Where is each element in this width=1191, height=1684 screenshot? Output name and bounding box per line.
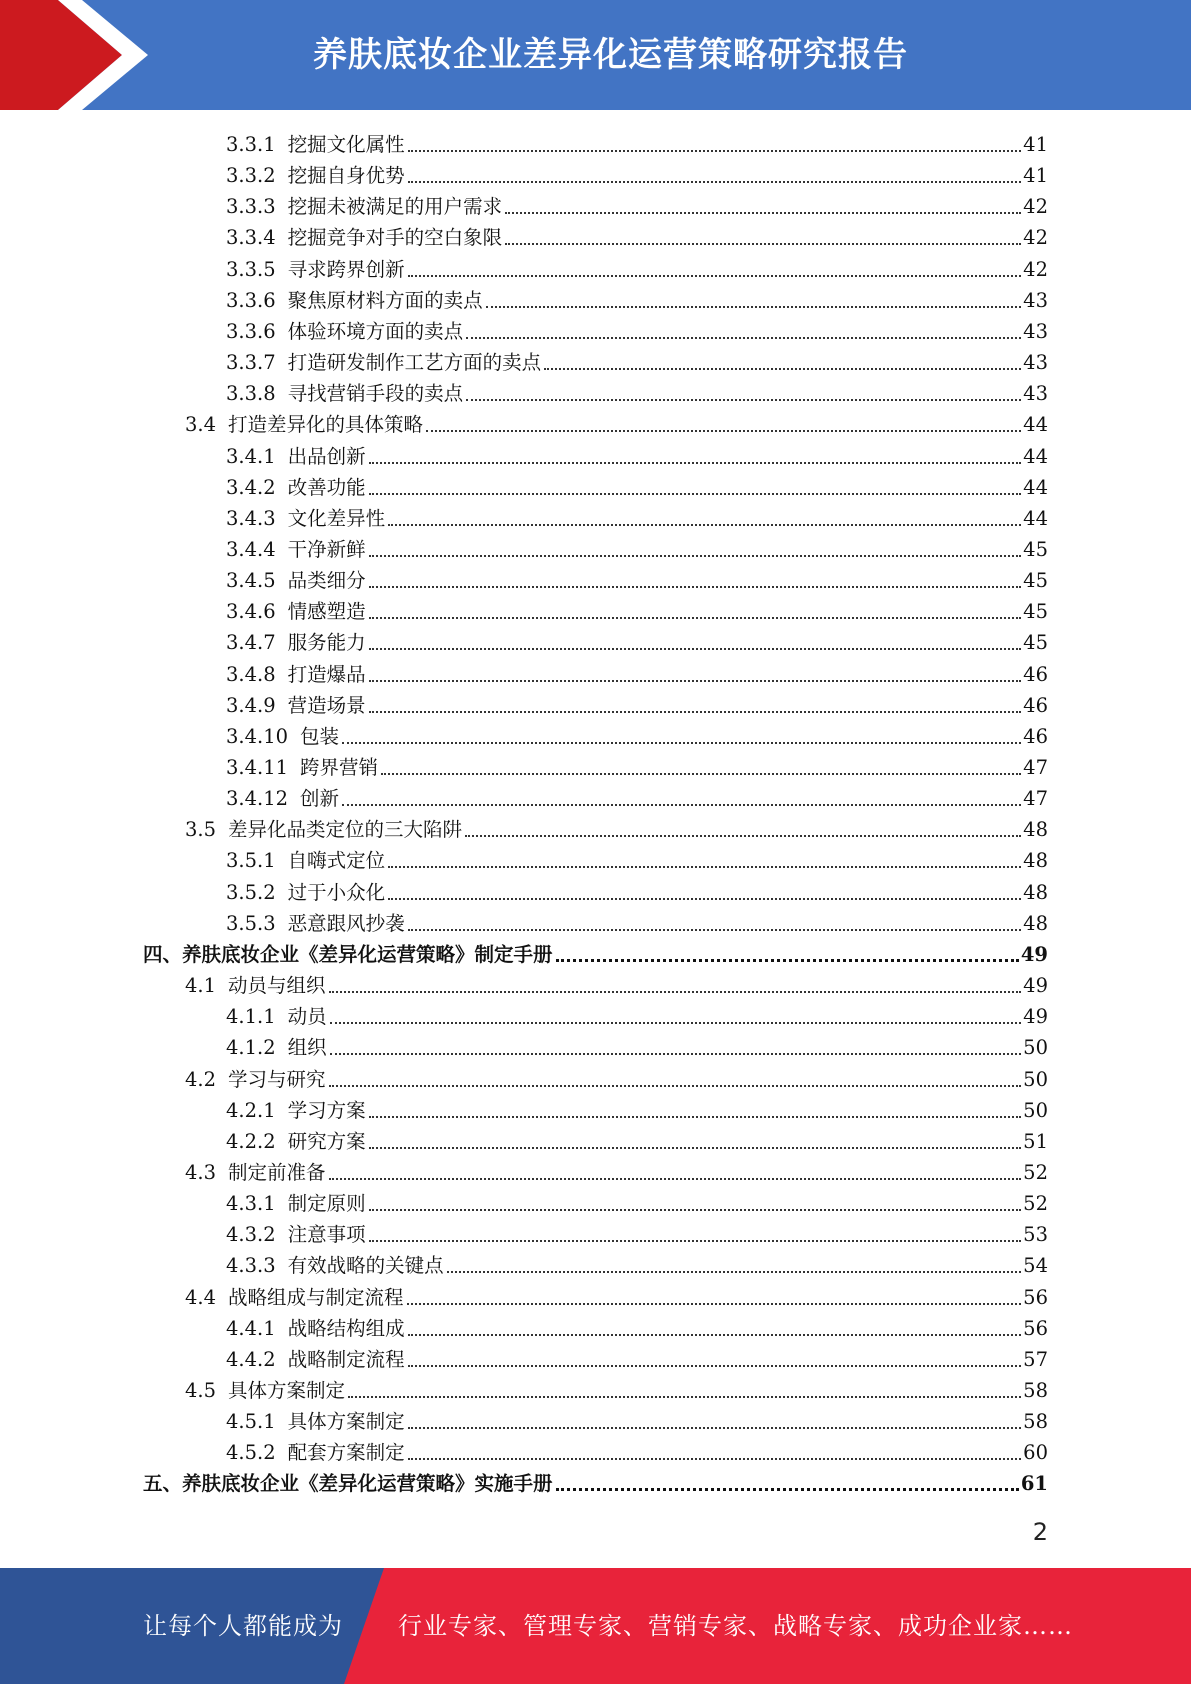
toc-entry-number: 3.5.2 bbox=[226, 880, 276, 904]
toc-dot-leader bbox=[369, 711, 1022, 713]
toc-entry-label bbox=[226, 880, 385, 906]
toc-dot-leader bbox=[466, 337, 1021, 339]
toc-entry-title: 寻找营销手段的卖点 bbox=[287, 382, 464, 406]
toc-entry[interactable] bbox=[226, 875, 1048, 906]
toc-entry-title: 五、养肤底妆企业《差异化运营策略》实施手册 bbox=[143, 1472, 553, 1496]
toc-entry[interactable] bbox=[226, 1248, 1048, 1279]
toc-entry-label bbox=[226, 755, 378, 781]
toc-entry-label bbox=[226, 911, 405, 937]
toc-entry-number: 4.3.3 bbox=[226, 1254, 276, 1278]
page-header bbox=[0, 0, 1191, 110]
toc-entry-label bbox=[226, 1191, 366, 1217]
toc-dot-leader bbox=[329, 991, 1022, 993]
toc-entry-page: 41 bbox=[1023, 164, 1048, 188]
toc-dot-leader bbox=[342, 742, 1021, 744]
toc-entry[interactable] bbox=[226, 158, 1048, 189]
toc-dot-leader bbox=[369, 1147, 1022, 1149]
toc-entry-title: 包装 bbox=[300, 724, 340, 748]
toc-entry-page: 49 bbox=[1023, 974, 1048, 998]
toc-entry-number: 4.3 bbox=[185, 1160, 217, 1184]
toc-entry-title: 具体方案制定 bbox=[228, 1379, 346, 1402]
toc-dot-leader bbox=[556, 1488, 1019, 1491]
toc-entry-page: 53 bbox=[1023, 1223, 1048, 1247]
toc-entry[interactable] bbox=[226, 439, 1048, 470]
toc-entry-title: 配套方案制定 bbox=[287, 1441, 405, 1465]
toc-dot-leader bbox=[381, 773, 1021, 775]
toc-entry-label bbox=[185, 1160, 326, 1186]
toc-entry-title: 创新 bbox=[300, 787, 340, 811]
toc-entry-number: 3.3.8 bbox=[226, 382, 276, 406]
toc-entry-number: 3.4.3 bbox=[226, 506, 276, 530]
toc-entry[interactable] bbox=[226, 1435, 1048, 1466]
toc-entry-title: 挖掘未被满足的用户需求 bbox=[287, 195, 503, 219]
toc-entry-page: 52 bbox=[1023, 1192, 1048, 1216]
toc-entry-title: 动员与组织 bbox=[228, 974, 326, 998]
toc-entry[interactable] bbox=[143, 1466, 1048, 1497]
toc-entry-title: 干净新鲜 bbox=[287, 537, 366, 561]
toc-entry-label bbox=[185, 817, 462, 843]
toc-entry-number: 4.2.2 bbox=[226, 1129, 276, 1153]
toc-entry[interactable] bbox=[226, 532, 1048, 563]
toc-entry-label bbox=[226, 288, 483, 314]
toc-entry-label bbox=[226, 568, 366, 594]
toc-entry-number: 3.5.1 bbox=[226, 849, 276, 873]
toc-entry[interactable] bbox=[226, 999, 1048, 1030]
toc-dot-leader bbox=[408, 275, 1022, 277]
toc-entry[interactable] bbox=[185, 407, 1048, 438]
toc-entry[interactable] bbox=[226, 1311, 1048, 1342]
toc-entry[interactable] bbox=[226, 345, 1048, 376]
toc-entry[interactable] bbox=[226, 594, 1048, 625]
toc-dot-leader bbox=[369, 1240, 1022, 1242]
toc-entry-page: 50 bbox=[1023, 1067, 1048, 1091]
page-number: 2 bbox=[1032, 1518, 1048, 1546]
toc-entry-title: 战略结构组成 bbox=[287, 1316, 405, 1340]
toc-entry-page: 44 bbox=[1023, 444, 1048, 468]
toc-entry-title: 打造爆品 bbox=[287, 662, 366, 686]
toc-entry-number: 3.3.3 bbox=[226, 195, 276, 219]
toc-entry[interactable] bbox=[226, 1093, 1048, 1124]
toc-entry[interactable] bbox=[185, 1155, 1048, 1186]
toc-entry-label bbox=[226, 630, 366, 656]
toc-entry-label bbox=[226, 350, 541, 376]
toc-dot-leader bbox=[408, 150, 1022, 152]
toc-dot-leader bbox=[407, 1303, 1022, 1305]
toc-entry-number: 4.1 bbox=[185, 974, 217, 998]
toc-entry-title: 动员 bbox=[287, 1005, 327, 1029]
toc-entry-page: 60 bbox=[1023, 1441, 1048, 1465]
toc-entry-number: 4.5.2 bbox=[226, 1441, 276, 1465]
toc-entry[interactable] bbox=[185, 1062, 1048, 1093]
toc-entry[interactable] bbox=[226, 1186, 1048, 1217]
toc-entry[interactable] bbox=[185, 812, 1048, 843]
toc-entry-title: 挖掘文化属性 bbox=[287, 133, 405, 156]
toc-entry[interactable] bbox=[226, 657, 1048, 688]
toc-entry-title: 恶意跟风抄袭 bbox=[287, 911, 405, 935]
toc-entry-title: 战略制定流程 bbox=[287, 1347, 405, 1371]
toc-entry-title: 跨界营销 bbox=[300, 756, 379, 779]
toc-entry-page: 48 bbox=[1023, 849, 1048, 873]
toc-entry-label bbox=[226, 848, 385, 874]
toc-dot-leader bbox=[369, 555, 1022, 557]
toc-entry-number: 3.4.8 bbox=[226, 662, 276, 686]
toc-entry-title: 组织 bbox=[287, 1036, 327, 1060]
toc-dot-leader bbox=[408, 181, 1022, 183]
toc-entry-number: 4.3.1 bbox=[226, 1192, 276, 1216]
toc-entry-number: 3.4.7 bbox=[226, 631, 276, 655]
toc-entry-number: 4.2.1 bbox=[226, 1098, 276, 1122]
footer-slogan-right: 行业专家、管理专家、营销专家、战略专家、成功企业家…… bbox=[398, 1612, 1073, 1640]
toc-dot-leader bbox=[342, 804, 1021, 806]
toc-entry-number: 3.4.2 bbox=[226, 475, 276, 499]
toc-dot-leader bbox=[369, 648, 1022, 650]
toc-entry[interactable] bbox=[226, 283, 1048, 314]
toc-entry-label bbox=[226, 132, 405, 158]
toc-entry-title: 研究方案 bbox=[287, 1129, 366, 1153]
toc-entry-title: 差异化品类定位的三大陷阱 bbox=[228, 818, 463, 842]
toc-entry-page: 51 bbox=[1023, 1129, 1048, 1153]
toc-dot-leader bbox=[408, 1334, 1022, 1336]
toc-entry-title: 学习与研究 bbox=[228, 1067, 326, 1091]
toc-entry-label bbox=[226, 1409, 405, 1435]
toc-entry-label bbox=[226, 693, 366, 719]
toc-entry-label bbox=[226, 662, 366, 688]
toc-dot-leader bbox=[388, 898, 1021, 900]
toc-dot-leader bbox=[426, 430, 1021, 432]
toc-entry[interactable] bbox=[226, 1342, 1048, 1373]
toc-dot-leader bbox=[330, 1022, 1022, 1024]
toc-entry-label bbox=[185, 1067, 326, 1093]
toc-entry-label bbox=[226, 1253, 444, 1279]
toc-entry-page: 58 bbox=[1023, 1410, 1048, 1434]
toc-entry[interactable] bbox=[226, 470, 1048, 501]
toc-dot-leader bbox=[369, 586, 1022, 588]
toc-entry-number: 3.3.5 bbox=[226, 257, 276, 281]
toc-entry-page: 46 bbox=[1023, 724, 1048, 748]
toc-entry-label bbox=[185, 973, 326, 999]
toc-entry-number: 3.3.7 bbox=[226, 351, 276, 375]
toc-entry-number: 3.4.5 bbox=[226, 569, 276, 593]
toc-entry-label bbox=[226, 257, 405, 283]
toc-entry-label bbox=[226, 1129, 366, 1155]
toc-entry-page: 46 bbox=[1023, 662, 1048, 686]
toc-entry-label bbox=[143, 942, 553, 968]
toc-entry-title: 学习方案 bbox=[287, 1098, 366, 1122]
toc-entry-title: 品类细分 bbox=[287, 569, 366, 593]
toc-entry-page: 49 bbox=[1020, 942, 1048, 966]
toc-dot-leader bbox=[329, 1085, 1022, 1087]
toc-entry[interactable] bbox=[226, 501, 1048, 532]
toc-entry-title: 具体方案制定 bbox=[287, 1410, 405, 1434]
toc-entry-title: 挖掘自身优势 bbox=[287, 164, 405, 188]
toc-entry-title: 文化差异性 bbox=[287, 506, 386, 530]
toc-entry-page: 47 bbox=[1023, 787, 1048, 811]
toc-entry-title: 改善功能 bbox=[287, 475, 366, 499]
toc-dot-leader bbox=[369, 462, 1022, 464]
toc-entry-label bbox=[226, 163, 405, 189]
toc-dot-leader bbox=[330, 1053, 1022, 1055]
toc-entry[interactable] bbox=[226, 1030, 1048, 1061]
toc-entry-number: 4.1.1 bbox=[226, 1005, 276, 1029]
toc-entry[interactable] bbox=[226, 1124, 1048, 1155]
toc-entry[interactable] bbox=[226, 314, 1048, 345]
toc-entry-label bbox=[226, 225, 502, 251]
toc-entry-page: 45 bbox=[1023, 537, 1048, 561]
page-footer bbox=[0, 1568, 1191, 1684]
toc-entry[interactable] bbox=[226, 750, 1048, 781]
toc-entry[interactable] bbox=[226, 376, 1048, 407]
toc-entry-page: 41 bbox=[1023, 133, 1048, 156]
toc-entry[interactable] bbox=[226, 1404, 1048, 1435]
toc-entry-label bbox=[226, 1316, 405, 1342]
toc-entry-number: 4.4.2 bbox=[226, 1347, 276, 1371]
footer-slogan-left: 让每个人都能成为 bbox=[143, 1612, 343, 1640]
toc-entry-label bbox=[226, 1035, 327, 1061]
toc-entry-page: 44 bbox=[1023, 506, 1048, 530]
toc-entry[interactable] bbox=[143, 937, 1048, 968]
toc-entry[interactable] bbox=[226, 719, 1048, 750]
toc-entry-label bbox=[226, 1222, 366, 1248]
toc-entry-title: 制定前准备 bbox=[228, 1160, 326, 1184]
toc-entry[interactable] bbox=[185, 1280, 1048, 1311]
toc-entry-page: 43 bbox=[1023, 382, 1048, 406]
toc-entry-page: 56 bbox=[1023, 1285, 1048, 1309]
toc-entry-page: 42 bbox=[1023, 195, 1048, 219]
toc-entry-title: 自嗨式定位 bbox=[287, 849, 386, 873]
toc-entry-page: 44 bbox=[1023, 475, 1048, 499]
toc-dot-leader bbox=[505, 243, 1021, 245]
toc-entry-number: 3.4.10 bbox=[226, 724, 289, 748]
toc-dot-leader bbox=[408, 1458, 1022, 1460]
toc-entry-title: 服务能力 bbox=[287, 631, 366, 655]
toc-entry[interactable] bbox=[185, 1373, 1048, 1404]
toc-dot-leader bbox=[329, 1178, 1022, 1180]
toc-entry-page: 48 bbox=[1023, 880, 1048, 904]
toc-dot-leader bbox=[408, 929, 1022, 931]
toc-entry-label bbox=[226, 444, 366, 470]
toc-entry-page: 45 bbox=[1023, 569, 1048, 593]
toc-entry-title: 制定原则 bbox=[287, 1192, 366, 1216]
toc-entry-number: 3.5.3 bbox=[226, 911, 276, 935]
toc-entry[interactable] bbox=[226, 127, 1048, 158]
toc-entry-label bbox=[226, 537, 366, 563]
toc-entry-number: 4.4.1 bbox=[226, 1316, 276, 1340]
toc-entry-number: 4.4 bbox=[185, 1285, 217, 1309]
toc-entry-title: 挖掘竞争对手的空白象限 bbox=[287, 226, 503, 250]
toc-dot-leader bbox=[388, 866, 1021, 868]
toc-entry-page: 57 bbox=[1023, 1347, 1048, 1371]
toc-entry[interactable] bbox=[226, 1217, 1048, 1248]
toc-entry-title: 体验环境方面的卖点 bbox=[287, 319, 464, 343]
toc-entry[interactable] bbox=[226, 220, 1048, 251]
toc-entry[interactable] bbox=[226, 189, 1048, 220]
toc-entry-title: 战略组成与制定流程 bbox=[228, 1285, 404, 1309]
toc-entry-label bbox=[185, 1285, 404, 1311]
toc-entry[interactable] bbox=[226, 781, 1048, 812]
toc-entry-page: 52 bbox=[1023, 1160, 1048, 1184]
toc-entry-label bbox=[143, 1471, 553, 1497]
toc-dot-leader bbox=[556, 959, 1019, 962]
toc-entry-number: 3.3.2 bbox=[226, 164, 276, 188]
toc-entry-number: 3.4.4 bbox=[226, 537, 276, 561]
toc-entry-number: 3.3.6 bbox=[226, 288, 276, 312]
toc-entry-title: 聚焦原材料方面的卖点 bbox=[287, 288, 483, 312]
toc-entry-label bbox=[185, 412, 423, 438]
toc-entry-page: 61 bbox=[1020, 1472, 1048, 1496]
toc-entry-label bbox=[226, 1440, 405, 1466]
toc-entry-title: 过于小众化 bbox=[287, 880, 386, 904]
toc-dot-leader bbox=[408, 1365, 1022, 1367]
toc-entry-page: 54 bbox=[1023, 1254, 1048, 1278]
toc-dot-leader bbox=[369, 1116, 1022, 1118]
toc-entry-title: 情感塑造 bbox=[287, 600, 366, 624]
toc-entry-page: 45 bbox=[1023, 631, 1048, 655]
toc-entry-page: 45 bbox=[1023, 600, 1048, 624]
toc-entry-page: 42 bbox=[1023, 257, 1048, 281]
toc-entry-page: 43 bbox=[1023, 351, 1048, 375]
toc-entry-page: 50 bbox=[1023, 1098, 1048, 1122]
toc-entry-number: 4.3.2 bbox=[226, 1223, 276, 1247]
toc-entry-title: 营造场景 bbox=[287, 693, 366, 717]
toc-entry-label bbox=[226, 786, 339, 812]
toc-dot-leader bbox=[369, 1209, 1022, 1211]
toc-entry[interactable] bbox=[226, 843, 1048, 874]
toc-dot-leader bbox=[466, 399, 1021, 401]
toc-dot-leader bbox=[465, 835, 1021, 837]
toc-entry-title: 四、养肤底妆企业《差异化运营策略》制定手册 bbox=[143, 942, 553, 966]
toc-entry-label bbox=[226, 599, 366, 625]
toc-entry-label bbox=[226, 1347, 405, 1373]
toc-entry[interactable] bbox=[226, 688, 1048, 719]
toc-dot-leader bbox=[348, 1396, 1021, 1398]
toc-entry-label bbox=[226, 319, 463, 345]
toc-entry-number: 3.3.4 bbox=[226, 226, 276, 250]
toc-entry-title: 注意事项 bbox=[287, 1223, 366, 1247]
toc-entry-page: 43 bbox=[1023, 319, 1048, 343]
document-title: 养肤底妆企业差异化运营策略研究报告 bbox=[313, 35, 908, 75]
toc-entry-page: 46 bbox=[1023, 693, 1048, 717]
toc-entry-label bbox=[226, 194, 502, 220]
toc-entry-label bbox=[226, 1004, 327, 1030]
toc-entry-label bbox=[226, 475, 366, 501]
toc-entry-page: 44 bbox=[1023, 413, 1048, 437]
toc-entry-label bbox=[226, 1098, 366, 1124]
toc-entry-title: 打造研发制作工艺方面的卖点 bbox=[287, 351, 542, 375]
toc-entry-number: 3.4.6 bbox=[226, 600, 276, 624]
toc-entry-page: 56 bbox=[1023, 1316, 1048, 1340]
toc-entry-page: 58 bbox=[1023, 1379, 1048, 1402]
toc-entry-page: 50 bbox=[1023, 1036, 1048, 1060]
toc-entry-number: 3.4.1 bbox=[226, 444, 276, 468]
toc-entry-title: 寻求跨界创新 bbox=[287, 257, 405, 281]
toc-entry-page: 49 bbox=[1023, 1005, 1048, 1029]
toc-entry-label bbox=[226, 724, 339, 750]
toc-entry-number: 4.5.1 bbox=[226, 1410, 276, 1434]
toc-dot-leader bbox=[486, 306, 1022, 308]
toc-entry-title: 打造差异化的具体策略 bbox=[228, 413, 424, 437]
toc-entry-number: 3.3.1 bbox=[226, 133, 276, 156]
toc-entry-number: 3.4.11 bbox=[226, 756, 289, 779]
toc-entry-page: 43 bbox=[1023, 288, 1048, 312]
toc-entry-number: 4.2 bbox=[185, 1067, 217, 1091]
toc-dot-leader bbox=[369, 493, 1022, 495]
toc-entry[interactable] bbox=[226, 563, 1048, 594]
toc-entry-page: 47 bbox=[1023, 756, 1048, 779]
toc-entry-label bbox=[185, 1378, 345, 1404]
toc-entry-number: 3.5 bbox=[185, 818, 217, 842]
toc-dot-leader bbox=[408, 1427, 1022, 1429]
toc-entry-number: 4.5 bbox=[185, 1379, 217, 1402]
toc-entry-page: 48 bbox=[1023, 818, 1048, 842]
toc-entry-number: 3.4.9 bbox=[226, 693, 276, 717]
toc-dot-leader bbox=[369, 617, 1022, 619]
toc-entry-label bbox=[226, 506, 385, 532]
toc-entry[interactable] bbox=[185, 968, 1048, 999]
toc-entry-page: 42 bbox=[1023, 226, 1048, 250]
toc-dot-leader bbox=[447, 1271, 1022, 1273]
toc-dot-leader bbox=[505, 212, 1021, 214]
toc-dot-leader bbox=[388, 524, 1021, 526]
toc-dot-leader bbox=[544, 368, 1021, 370]
toc-entry-page: 48 bbox=[1023, 911, 1048, 935]
toc-entry-number: 4.1.2 bbox=[226, 1036, 276, 1060]
toc-entry[interactable] bbox=[226, 906, 1048, 937]
toc-entry-title: 出品创新 bbox=[287, 444, 366, 468]
toc-entry-label bbox=[226, 381, 463, 407]
toc-entry-number: 3.3.6 bbox=[226, 319, 276, 343]
toc-dot-leader bbox=[369, 680, 1022, 682]
toc-entry-number: 3.4 bbox=[185, 413, 217, 437]
toc-entry-title: 有效战略的关键点 bbox=[287, 1254, 444, 1278]
toc-entry[interactable] bbox=[226, 625, 1048, 656]
toc-entry[interactable] bbox=[226, 252, 1048, 283]
toc-entry-number: 3.4.12 bbox=[226, 787, 289, 811]
